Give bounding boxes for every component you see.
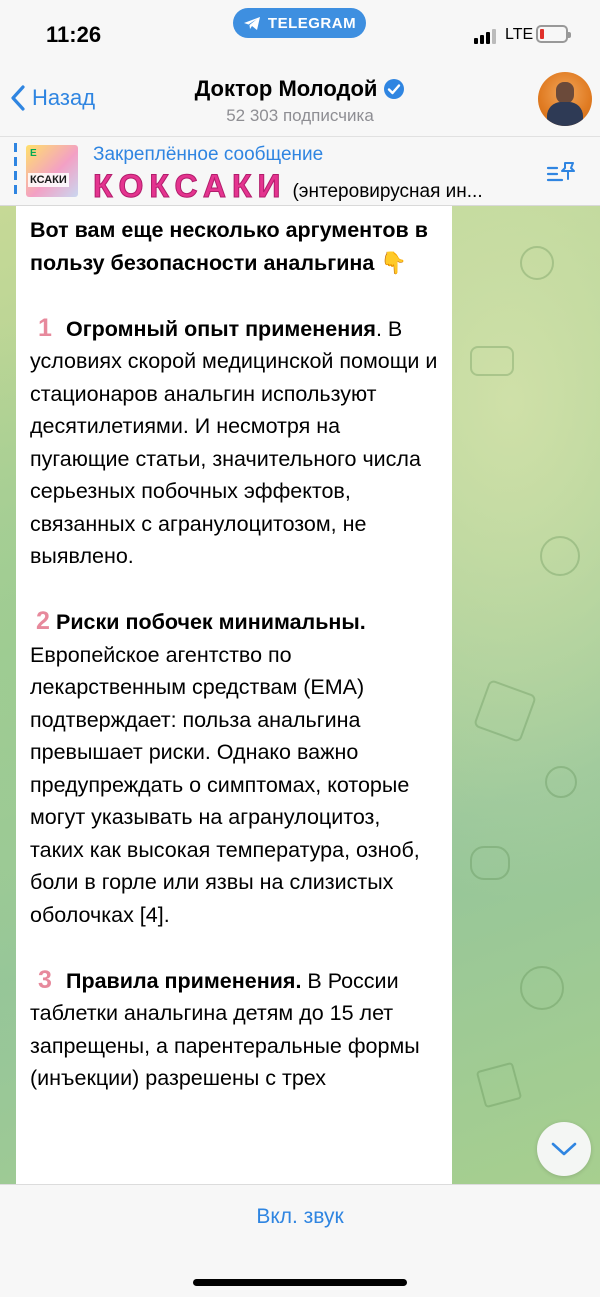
intro-text: Вот вам еще несколько аргументов в пользу безопасности анальгина	[30, 218, 428, 275]
message-text	[30, 214, 440, 1095]
status-time: 11:26	[46, 22, 102, 47]
wallpaper-doodle	[520, 966, 564, 1010]
message-intro	[30, 214, 440, 279]
chevron-left-icon	[10, 84, 26, 112]
pointing-down-emoji: 👇	[380, 250, 408, 275]
subscriber-count: 52 303 подписчика	[226, 106, 374, 125]
point-heading: Огромный опыт применения	[65, 316, 376, 341]
wallpaper-doodle	[540, 536, 580, 576]
chat-header	[0, 64, 600, 136]
wallpaper-doodle	[520, 246, 554, 280]
verified-badge-icon	[383, 78, 405, 100]
channel-title-area[interactable]	[130, 76, 470, 126]
battery-icon	[536, 25, 568, 43]
wallpaper-doodle	[473, 679, 537, 743]
telegram-plane-icon	[243, 16, 261, 31]
home-indicator[interactable]	[193, 1279, 407, 1286]
pinned-brand: КОКСАКИ	[93, 168, 287, 204]
wallpaper-doodle	[470, 846, 510, 880]
pinned-label: Закреплённое сообщение	[93, 144, 324, 165]
pinned-thumbnail	[26, 145, 78, 197]
cellular-signal-icon	[474, 29, 496, 44]
chevron-down-icon	[550, 1141, 578, 1157]
pinned-indicator	[14, 143, 17, 199]
message-point-1	[30, 312, 440, 573]
bottom-bar	[0, 1184, 600, 1297]
network-type: LTE	[505, 26, 534, 43]
back-button[interactable]	[10, 84, 95, 112]
point-heading: Риски побочек минимальны.	[56, 610, 366, 634]
point-body: Европейское агентство по лекарственным средствам (EMA) подтверждает: польза анальгина превышает риски. Однако важно предупреждать о симптомах, которые могут указывать на агранулоцитоз, таких как высокая температура, озноб, боли в горле или язвы на слизистых оболочках [4].	[30, 642, 420, 927]
back-label: Назад	[32, 85, 96, 110]
telegram-pill-label: TELEGRAM	[267, 14, 357, 32]
pinned-preview-text: (энтеровирусная ин...	[292, 181, 483, 202]
thumbnail-letter: Е	[30, 148, 37, 159]
thumbnail-caption: КСАКИ	[30, 174, 67, 186]
wallpaper-doodle	[545, 766, 577, 798]
point-heading: Правила применения.	[65, 968, 302, 993]
point-number: 2	[36, 607, 50, 635]
pinned-preview	[93, 168, 483, 205]
wallpaper-doodle	[470, 346, 514, 376]
unmute-button[interactable]: Вкл. звук	[256, 1205, 344, 1228]
point-number: 3	[38, 965, 52, 994]
pinned-message-bar[interactable]	[0, 136, 600, 206]
channel-avatar[interactable]	[538, 72, 592, 126]
status-bar	[0, 0, 600, 64]
message-point-3	[30, 964, 440, 1095]
pinned-list-icon[interactable]	[546, 159, 578, 190]
message-point-2	[30, 605, 440, 931]
point-body: В условиях скорой медицинской помощи и стационаров анальгин используют десятилетиями. И несмотря на пугающие статьи, значительного числа серьезных побочных эффектов, связанных с агранулоцитозом, не выявлено.	[30, 316, 438, 568]
message-bubble[interactable]	[16, 206, 452, 1184]
telegram-return-pill[interactable]	[233, 8, 366, 38]
scroll-down-button[interactable]	[537, 1122, 591, 1176]
channel-name: Доктор Молодой	[194, 76, 378, 101]
wallpaper-doodle	[476, 1062, 523, 1109]
chat-area[interactable]	[0, 206, 600, 1184]
point-body: В России таблетки анальгина детям до 15 лет запрещены, а парентеральные формы (инъекции) разрешены с трех	[30, 968, 420, 1090]
point-heading-tail: .	[375, 316, 382, 341]
point-number: 1	[38, 313, 52, 342]
